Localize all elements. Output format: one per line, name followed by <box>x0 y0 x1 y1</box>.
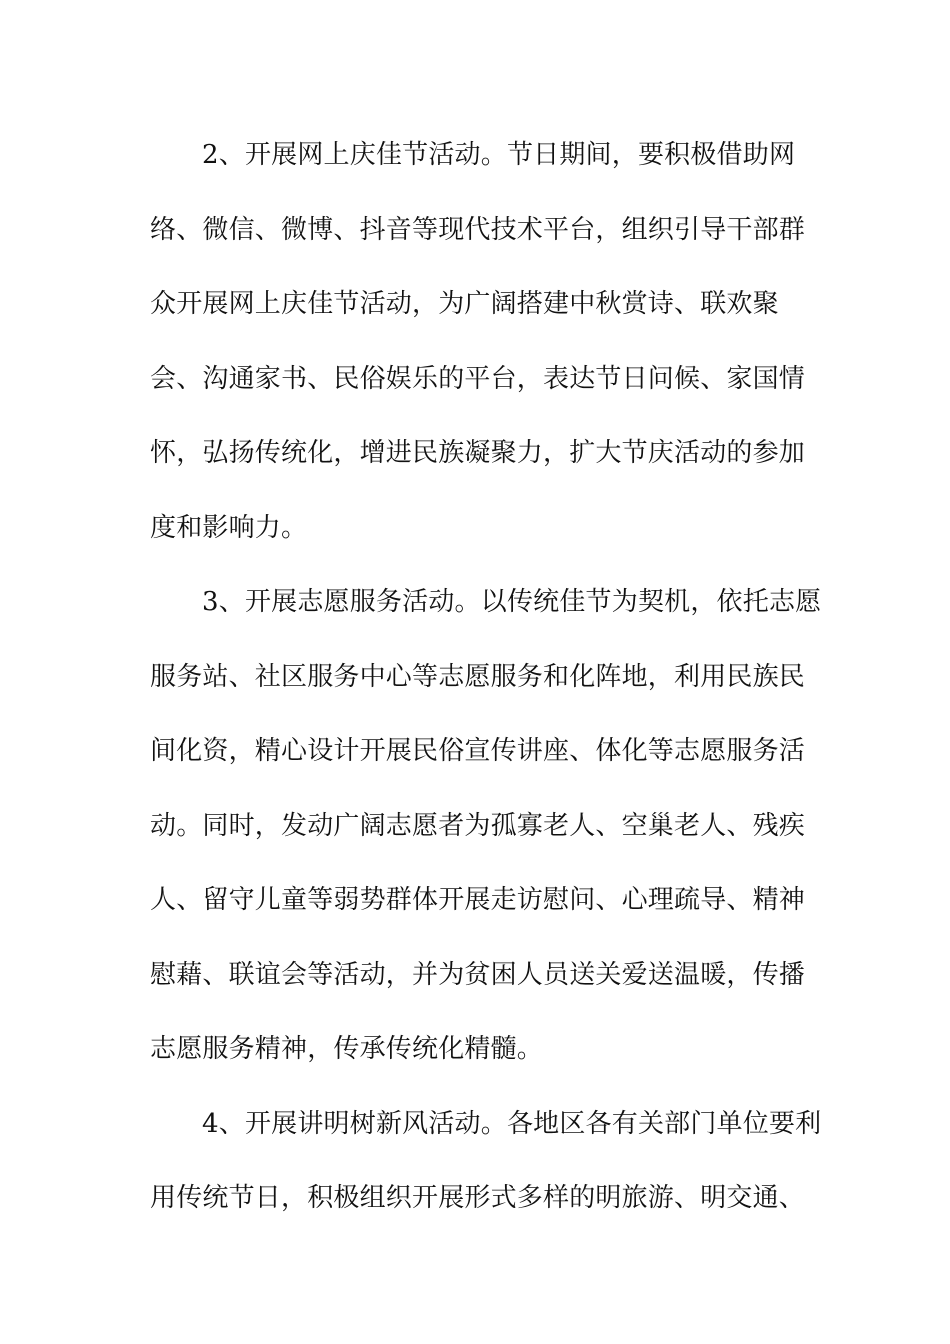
paragraph-volunteer-service <box>150 565 822 1087</box>
text-line: 2、开展网上庆佳节活动。节日期间，要积极借助网 <box>202 140 796 170</box>
text-line: 服务站、社区服务中心等志愿服务和化阵地，利用民族民 <box>150 661 806 692</box>
paragraph-civilization-campaign <box>150 1087 822 1236</box>
text-line: 4、开展讲明树新风活动。各地区各有关部门单位要利 <box>202 1108 822 1139</box>
text-line: 动。同时，发动广阔志愿者为孤寡老人、空巢老人、残疾 <box>150 810 806 841</box>
text-line: 人、留守儿童等弱势群体开展走访慰问、心理疏导、精神 <box>150 885 806 915</box>
text-line: 络、微信、微博、抖音等现代技术平台，组织引导干部群 <box>150 214 806 245</box>
document-body <box>150 118 822 1236</box>
text-line: 用传统节日，积极组织开展形式多样的明旅游、明交通、 <box>150 1183 806 1213</box>
text-line: 志愿服务精神，传承传统化精髓。 <box>150 1034 544 1064</box>
text-line: 间化资，精心设计开展民俗宣传讲座、体化等志愿服务活 <box>150 736 806 766</box>
text-line: 慰藉、联谊会等活动，并为贫困人员送关爱送温暖，传播 <box>150 959 806 990</box>
paragraph-online-festival <box>150 118 810 565</box>
text-line: 3、开展志愿服务活动。以传统佳节为契机，依托志愿 <box>202 587 822 617</box>
text-line: 度和影响力。 <box>150 512 308 543</box>
text-line: 众开展网上庆佳节活动，为广阔搭建中秋赏诗、联欢聚 <box>150 289 779 319</box>
text-line: 怀，弘扬传统化，增进民族凝聚力，扩大节庆活动的参加 <box>150 438 806 468</box>
text-line: 会、沟通家书、民俗娱乐的平台，表达节日问候、家国情 <box>150 363 806 394</box>
